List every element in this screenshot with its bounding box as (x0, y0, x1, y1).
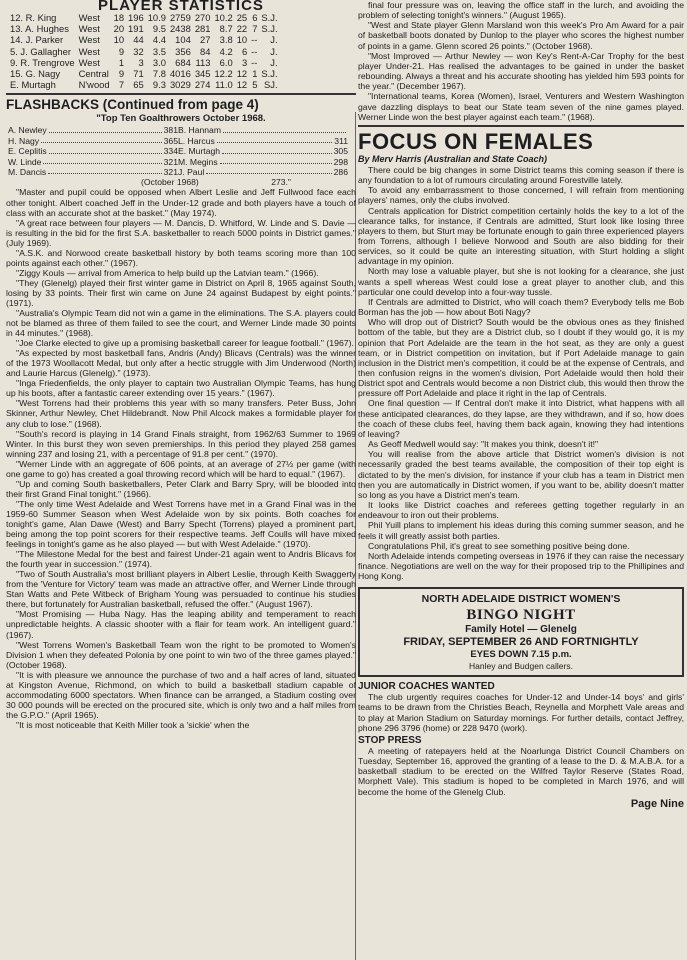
stat-cell: 65 (133, 79, 144, 91)
player-name: E. Murtagh (10, 79, 56, 91)
paragraph: "Inga Friedenfields, the only player to captain two Australian Olympic Teams, has hung up his boots, after a fantastic career extending over 15 years." (1967). (6, 378, 356, 399)
paragraph: "Ziggy Kouls — arrival from America to help build up the Latvian team." (1966). (16, 267, 319, 278)
stat-cell: 191 (128, 23, 144, 35)
stat-cell: 3.0 (152, 56, 166, 68)
paragraph: As Geoff Medwell would say: "It makes you think, doesn't it!" (368, 439, 599, 450)
dot-leader (222, 146, 332, 153)
stat-cell: 1 (118, 56, 125, 68)
topten-date (76, 177, 356, 187)
right-column (358, 0, 684, 960)
stats-row (8, 46, 280, 57)
page-number: Page Nine (630, 797, 684, 810)
ad-org: NORTH ADELAIDE DISTRICT WOMEN'S (421, 593, 621, 606)
dot-leader (223, 125, 346, 132)
ad-callers: Hanley and Budgen callers. (469, 661, 573, 672)
topten-entry (8, 157, 178, 167)
dot-leader (41, 136, 162, 143)
paragraph: It looks like District coaches and referees getting together regularly in an endeavour to iron out their problems. (358, 500, 684, 521)
paragraph: "Up and coming South basketballers, Peter Clark and Barry Spry, will be blooded into their first Grand Final tonight." (1966). (6, 478, 356, 499)
stat-cell: Central (78, 68, 109, 80)
topten-value: 365 (163, 135, 178, 146)
topten-entry (178, 146, 348, 156)
paragraph: "Master and pupil could be opposed when Albert Leslie and Jeff Fullwood face each other tonight. Albert coached Jeff in the Under-12 grade and both players have a touch of class with an accurate shot at the basket." (May 1974). (6, 187, 356, 218)
topten-left-column (8, 125, 178, 177)
bingo-advertisement (358, 587, 684, 677)
dot-leader (48, 167, 161, 174)
stat-cell: 10.2 (214, 12, 233, 23)
stat-cell: West (78, 56, 100, 68)
topten-value: 298 (333, 156, 348, 167)
stat-cell: 10.9 (147, 12, 166, 23)
paragraph: Centrals application for District competition certainly holds the key to a lot of the clearance talks, for instance, if Centrals are admitted, Sturt look like losing three players to them, but Sturt may be fortunate enough to gain three experienced players from Torrens, although I believe Norwood and South are also bidding for their services, so it could be quite an interesting situation, with Sturt holding a slight advantage in my opinion. (358, 205, 684, 267)
stat-cell: 3 (138, 56, 144, 68)
topten-value: 286 (333, 167, 348, 178)
stop-press-text: A meeting of ratepayers held at the Noarlunga District Council Chambers on Tuesday, September 16, approved the granting of a lease to the D. & M.A.B.A. for a basketball stadium to be erected on the Wilfred Taylor Reserve (States Road, Morphett Vale). This stadium is hoped to be completed in March 1976, and will become the home of the Glenelg Club. (358, 745, 684, 797)
stat-cell: S.J. (261, 68, 278, 80)
stat-cell: West (78, 23, 100, 35)
stat-cell: 22 (236, 23, 248, 35)
paragraph: Congratulations Phil, it's great to see something positive being done. (368, 540, 630, 551)
left-column (6, 0, 356, 960)
player-name: 15. G. Nagy (10, 68, 61, 80)
topten-name: J. Paul (178, 167, 205, 178)
topten-entry (8, 136, 178, 146)
topten-value: 305 (333, 146, 348, 157)
stat-cell: 4.4 (152, 34, 166, 46)
junior-coaches-text: The club urgently requires coaches for Under-12 and Under-14 boys' and girls' teams to be drawn from the Christies Beach, Reynella and Morphett Vale areas and to play at Marion Stadium on Saturday mornings. For further details, contact Jeffrey, phone 296 3796 (home) or 228 9470 (work). (358, 692, 684, 733)
ad-venue: Family Hotel — Glenelg (465, 624, 577, 636)
paragraph: final four pressure was on, leaving the office staff in the lurch, and avoiding the problem of selecting tonight's winners." (August 1965). (358, 0, 684, 21)
stat-cell: 270 (194, 12, 211, 23)
stat-cell: 113 (195, 56, 211, 68)
topten-value: 311 (334, 135, 348, 146)
stat-cell: 7 (118, 79, 125, 91)
player-name: 9. R. Trengrove (10, 56, 75, 68)
stat-cell: 684 (175, 56, 191, 68)
stat-cell: 345 (194, 68, 211, 80)
stat-cell: SJ. (264, 79, 278, 91)
stat-cell: 3.8 (219, 34, 233, 46)
byline: By Merv Harris (Australian and State Coach) (358, 153, 548, 164)
topten-entry (178, 136, 348, 146)
stat-cell: 7 (252, 23, 258, 35)
stat-cell: 6 (241, 45, 248, 57)
paragraph: "Joe Clarke elected to give up a promising basketball career for league football." (1967). (16, 338, 354, 349)
stat-cell: 9.3 (152, 79, 166, 91)
topten-name: B. Hannam (178, 125, 221, 136)
paragraph: "They (Glenelg) played their first winter game in District on April 8, 1965 against South, losing by 33 points. Their first win came on June 24 against Budapest by eight points." (1971). (6, 277, 356, 308)
stat-cell: -- (251, 34, 258, 46)
paragraph: "West Torrens had their problems this year with so many transfers. Peter Buss, John Skinner, Arthur Newley, Chet Hildebrandt. Now Phil Alcock makes a formidable player for any club to lose." (1968). (6, 398, 356, 429)
stat-cell: West (78, 12, 100, 23)
stat-cell: 27 (200, 34, 211, 46)
stat-cell: 9.5 (152, 23, 166, 35)
stat-cell: 7.8 (152, 68, 166, 80)
topten-name: A. Newley (8, 125, 47, 136)
player-name: 12. R. King (10, 12, 57, 23)
stat-cell: 4016 (169, 68, 191, 80)
paragraph: Phil Yuill plans to implement his ideas during this coming summer season, and he feels it will greatly assist both parties. (358, 520, 684, 541)
topten-list (8, 125, 356, 177)
stat-cell: 4.2 (219, 45, 233, 57)
dot-leader (220, 157, 332, 164)
stats-row (8, 57, 280, 68)
focus-heading: FOCUS ON FEMALES (358, 128, 594, 154)
stat-cell: 2759 (169, 12, 191, 23)
ad-date: FRIDAY, SEPTEMBER 26 AND FORTNIGHTLY (403, 636, 639, 649)
stat-cell: 3029 (169, 79, 191, 91)
dot-leader (49, 125, 162, 132)
paragraph: "It is with pleasure we announce the purchase of two and a half acres of land, situated at Kingston Avenue, Richmond, on which to build a basketball stadium capable of accommodating 6000 spectators. When finance can be arranged, a Stadium costing over 30 000 pounds will be erected on the procured site, which is only two and a half miles from the G.P.O." (April 1965). (6, 669, 356, 720)
stat-cell: 12 (236, 68, 248, 80)
player-name: 14. J. Parker (10, 34, 64, 46)
topten-value: 321 (163, 167, 178, 178)
paragraph: "A.S.K. and Norwood create basketball history by both teams scoring more than 100 points against each other." (1967). (6, 247, 356, 268)
junior-coaches-heading: JUNIOR COACHES WANTED (358, 681, 495, 693)
dot-leader (206, 167, 331, 174)
stats-row (8, 34, 280, 45)
stat-cell: 71 (133, 68, 144, 80)
stat-cell: 32 (133, 45, 144, 57)
topten-entry (178, 157, 348, 167)
stat-cell: 12 (236, 79, 248, 91)
stat-cell: J. (270, 45, 278, 57)
paragraph: You will realise from the above article that District women's division is not necessarily graded the best teams available, the composition of their top eight is dictated to by the men's division, for instance if your club has a team in District men then you are automatically in District women, if you want to be, ability doesn't matter so long as you have a District men's team. (358, 449, 684, 500)
paragraph: To avoid any embarrassment to those concerned, I will refrain from mentioning players' names, only the clubs involved. (358, 185, 684, 206)
paragraph: "Two of South Australia's most brilliant players in Albert Leslie, through Keith Swaggerty from the 'Venture for Victory' team was made an attractive offer, and Werner Linde through Stan Watts and Pete Witbeck of Brigham Young was persuaded to continue his studies there, but fortunately for Australian basketball, refused the offer." (August 1967). (6, 569, 356, 610)
stop-press-heading: STOP PRESS (358, 734, 422, 746)
paragraph: "As expected by most basketball fans, Andris (Andy) Blicavs (Centrals) was the winner of the 1973 Woollacott Medal, but only after a hectic struggle with Jim Underwood (North) and Laurie Harcus (Glenelg)." (1973). (6, 348, 356, 379)
player-statistics-table (8, 12, 280, 90)
paragraph: "South's record is playing in 14 Grand Finals straight, from 1962/63 Summer to 1969 Winter. In this burst they won seven premierships. In this period they played 258 games winning 237 and losing 21, with a percentage of 91.8 per cent." (1970). (6, 428, 356, 459)
paragraph: "Most Promising — Huba Nagy. Has the leaping ability and temperament to reach unpredictable heights. A classic shooter with a flair for team work. An intelligent guard." (1967). (6, 609, 356, 640)
stat-cell: 2438 (169, 23, 191, 35)
topten-name: H. Nagy (8, 135, 40, 146)
topten-name: E. Murtagh (178, 146, 221, 157)
stat-cell: 6 (252, 12, 258, 23)
stats-row (8, 23, 280, 34)
stat-cell: 9 (118, 68, 125, 80)
stat-cell: J. (270, 56, 278, 68)
paragraph: If Centrals are admitted to District, who will coach them? Everybody tells me Bob Borman has the job — how about Boti Nagy? (358, 296, 684, 318)
stat-cell: 1 (252, 68, 258, 80)
paragraph: "West and State player Glenn Marsland won this week's Pro Am Award for a pair of basketball boots donated by Dunlop to the player who scores the highest number of points in a game. Glenn scored 26 points." (October 1968). (358, 20, 684, 51)
player-statistics-title: PLAYER STATISTICS (98, 0, 264, 12)
topten-entry (178, 167, 348, 177)
paragraph: "The Milestone Medal for the best and fairest Under-21 again went to Andris Blicavs for the fourth year in succession." (1974). (6, 549, 356, 570)
dot-leader (43, 157, 161, 164)
flashbacks-heading: FLASHBACKS (Continued from page 4) (6, 97, 259, 113)
paragraph: "International teams, Korea (Women), Israel, Venturers and Western Washington gave dazzling displays to beat our State team seven of the nine games played. Werner Linde won the best player against each team." (1968). (358, 91, 684, 122)
stat-cell: 10 (236, 34, 248, 46)
stat-cell: 11.0 (215, 79, 233, 91)
stat-cell: 12.2 (214, 68, 233, 80)
stat-cell: S.J. (261, 23, 278, 35)
paragraph: One final question — If Central don't make it into District, what happens with all these anticipated clearances, do they lapse, are they withdrawn, and if so, how does the coach of these clubs feel, having them back again, knowing they had intentions of leaving? (358, 398, 684, 439)
stats-row (8, 79, 280, 90)
topten-heading: "Top Ten Goalthrowers October 1968. (96, 113, 266, 125)
paragraph: North may lose a valuable player, but she is not looking for a clearance, she just wants a spell whereas West could lose a great player to another club, and this particular one could develop into a four-way tussle. (358, 266, 684, 297)
stat-cell: J. (270, 34, 278, 46)
stat-cell: -- (251, 45, 258, 57)
stat-cell: -- (251, 56, 258, 68)
stats-row (8, 68, 280, 79)
section-rule (358, 125, 684, 127)
ad-title: BINGO NIGHT (466, 607, 576, 624)
stat-cell: 356 (175, 45, 191, 57)
stat-cell: 5 (252, 79, 258, 91)
dot-leader (217, 136, 333, 143)
topten-value: 334 (163, 146, 178, 157)
stat-cell: West (78, 45, 100, 57)
stat-cell: 104 (175, 34, 191, 46)
paragraph: "West Torrens Women's Basketball Team won the right to be promoted to Women's Division 1 when they defeated Polonia by one point to win two of the three games played." (October 1968). (6, 639, 356, 670)
topten-name: M. Megins (178, 156, 218, 167)
stat-cell: West (78, 34, 100, 46)
ad-time: EYES DOWN 7.15 p.m. (470, 649, 572, 661)
stat-cell: N'wood (78, 79, 110, 91)
stat-cell: 196 (128, 12, 144, 23)
paragraph: "Australia's Olympic Team did not win a game in the eliminations. The S.A. players could not be blamed as three of them failed to see the court, and Werner Linde made 30 points in 44 minutes." (1968). (6, 308, 356, 339)
topten-name: E. Ceplitis (8, 146, 47, 157)
paragraph: "Werner Linde with an aggregate of 606 points, at an average of 27½ per game (with one game to go) has created a goal throwing record which will be hard to equal." (1967). (6, 458, 356, 479)
paragraph: North Adelaide intends competing overseas in 1976 if they can raise the necessary finance. Negotiations are well on the way for their proposed trip to the Phillipines and Hong Kong. (358, 550, 684, 582)
player-name: 13. A. Hughes (10, 23, 69, 35)
paragraph: "A great race between four players — M. Dancis, D. Whitford, W. Linde and S. Davie — is resulting in the bid for the first S.A. basketballer to reach 5000 points in District games." (July 1969). (6, 217, 356, 248)
topten-right-column (178, 125, 348, 177)
topten-date-text: (October 1968) (141, 177, 199, 188)
paragraph: "The only time West Adelaide and West Torrens have met in a Grand Final was in the 1959-60 Summer Season when West Adelaide won by six points. Both coaches for tonight's game, Alan Dawe (West) and Barry Specht (Torrens) played a prominent part, being among the top point scorers for their respective teams. Jeff Coulls will have mixed feelings in tonight's game as he also played — but with West Adelaide." (1970). (6, 498, 356, 550)
topten-extra: 273." (271, 177, 291, 188)
topten-entry (8, 125, 178, 135)
stat-cell: 274 (194, 79, 211, 91)
stat-cell: 20 (113, 23, 125, 35)
dot-leader (49, 146, 162, 153)
topten-name: W. Linde (8, 156, 42, 167)
stat-cell: 8.7 (219, 23, 233, 35)
stat-cell: 281 (194, 23, 211, 35)
topten-value: 321 (163, 156, 178, 167)
stats-row (8, 12, 280, 23)
stat-cell: S.J. (261, 12, 278, 23)
player-name: 5. J. Gallagher (10, 45, 71, 57)
section-rule (6, 93, 356, 95)
stat-cell: 3 (241, 56, 248, 68)
topten-entry (178, 125, 348, 135)
stat-cell: 10 (113, 34, 125, 46)
stat-cell: 6.0 (219, 56, 233, 68)
topten-value: 381 (163, 125, 178, 136)
flashbacks-body (6, 187, 356, 730)
flashbacks-continued (358, 0, 684, 122)
stat-cell: 84 (200, 45, 211, 57)
paragraph: Who will drop out of District? South would be the obvious ones as they finished bottom of the table, but they are a District club, so I doubt if they would go, it is my opinion that Port Adelaide are the team in the hot seat, as they are only a guest team, or in District competition on invitation, but if Port Adelaide manage to gain inclusion in the District men's competition, it could be at the expense of Centrals, and then confusion reigns in the women's division, Port Adelaide would then hold their District spot and Centrals would become a non District club, this would then throw the pressure off Port Adelaide and place it right in the lap of Centrals. (358, 317, 684, 399)
paragraph: There could be big changes in some District teams this coming season if there is any foundation to a lot of rumours circulating around Forestville lately. (358, 164, 684, 186)
topten-entry (8, 167, 178, 177)
stat-cell: 9 (118, 45, 125, 57)
topten-name: M. Dancis (8, 167, 47, 178)
paragraph: "It is most noticeable that Keith Miller took a 'sickie' when the (16, 719, 250, 730)
focus-body (358, 165, 684, 581)
stat-cell: 25 (236, 12, 248, 23)
topten-name: L. Harcus (178, 135, 215, 146)
paragraph: "Most Improved — Arthur Newley — won Key's Rent-A-Car Trophy for the best player Under-21. Has realised the advantages to be gained in under the basket rebounding. Always a threat and his accurate shooting has yielded him 593 points for the year." (December 1967). (358, 50, 684, 92)
stat-cell: 44 (133, 34, 144, 46)
stat-cell: 18 (113, 12, 125, 23)
topten-entry (8, 146, 178, 156)
stat-cell: 3.5 (152, 45, 166, 57)
